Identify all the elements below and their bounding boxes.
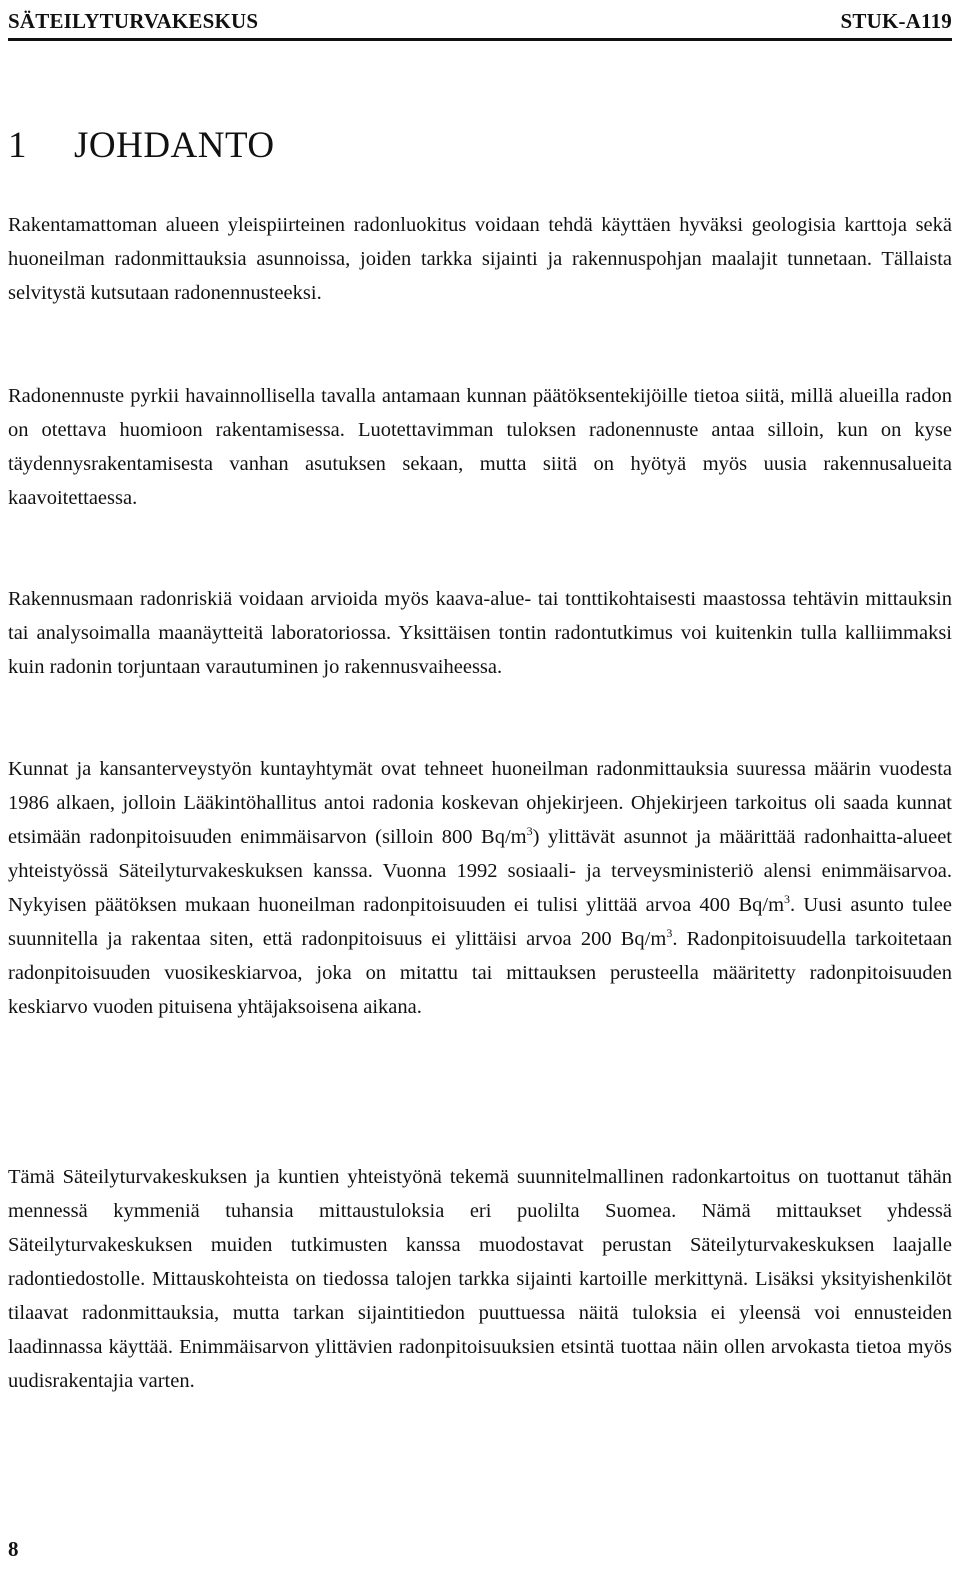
publisher-name: SÄTEILYTURVAKESKUS	[8, 9, 259, 33]
paragraph-5: Tämä Säteilyturvakeskuksen ja kuntien yhteistyönä tekemä suunnitelmallinen radonkartoitus on tuottanut tähän mennessä kymmeniä tuhansia mittaustuloksia eri puolilta Suomea. Nämä mittaukset yhdessä Säteilyturvakeskuksen muiden tutkimusten kanssa muodostavat perustan Säteilyturvakeskuksen laajalle radontiedostolle. Mittauskohteista on tiedossa talojen tarkka sijainti kartoille merkittynä. Lisäksi yksityishenkilöt tilaavat radonmittauksia, mutta tarkan sijaintitiedon puuttuessa näitä tuloksia ei yleensä voi ennusteiden laadinnassa käyttää. Enimmäisarvon ylittävien radonpitoisuuksien etsintä tuottaa näin ollen arvokasta tietoa myös uudisrakentajia varten.	[8, 1166, 952, 1392]
report-series-id: STUK-A119	[840, 9, 952, 33]
page-number: 8	[8, 1537, 19, 1561]
section-title: JOHDANTO	[74, 125, 275, 166]
paragraph-2: Radonennuste pyrkii havainnollisella tavalla antamaan kunnan päätöksentekijöille tietoa siitä, millä alueilla radon on otettava huomioon rakentamisessa. Luotettavimman tuloksen radonennuste antaa silloin, kun on kyse täydennysrakentamisesta vanhan asutuksen sekaan, mutta siitä on hyötyä myös uusia rakennusalueita kaavoitettaessa.	[8, 385, 952, 509]
paragraph-4-part-d: . Radonpitoisuudella tarkoitetaan radonpitoisuuden vuosikeskiarvoa, joka on mitattu tai mittauksen perusteella määritetty radonpitoisuuden keskiarvo vuoden pituisena yhtäjaksoisena aikana.	[8, 928, 953, 1018]
cubic-exponent: 3	[526, 824, 533, 839]
cubic-exponent: 3	[666, 926, 673, 941]
section-number: 1	[8, 125, 27, 166]
running-header	[8, 4, 952, 34]
cubic-exponent: 3	[784, 892, 791, 907]
paragraph-3: Rakennusmaan radonriskiä voidaan arvioida myös kaava-alue- tai tonttikohtaisesti maastossa tehtävin mittauksin tai analysoimalla maanäytteitä laboratoriossa. Yksittäisen tontin radontutkimus voi kuitenkin tulla kalliimmaksi kuin radonin torjuntaan varautuminen jo rakennusvaiheessa.	[8, 588, 952, 678]
paragraph-4	[8, 752, 952, 1024]
paragraph-4-part-b: ) ylittävät asunnot ja määrittää radonhaitta-alueet yhteistyössä Säteilyturvakeskuksen kanssa. Vuonna 1992 sosiaali- ja terveysministeriö alensi enimmäisarvoa. Nykyisen päätöksen mukaan huoneilman radonpitoisuuden ei tulisi ylittää arvoa 400 Bq/m	[8, 826, 952, 916]
section-heading	[8, 124, 275, 167]
paragraph-4-part-c: . Uusi asunto tulee suunnitella ja rakentaa siten, että radonpitoisuus ei ylittäisi arvoa 200 Bq/m	[8, 894, 953, 950]
header-rule	[8, 38, 952, 41]
paragraph-4-part-a: Kunnat ja kansanterveystyön kuntayhtymät ovat tehneet huoneilman radonmittauksia suuressa määrin vuodesta 1986 alkaen, jolloin Lääkintöhallitus antoi radonia koskevan ohjekirjeen. Ohjekirjeen tarkoitus oli saada kunnat etsimään radonpitoisuuden enimmäisarvon (silloin 800 Bq/m	[8, 758, 952, 848]
paragraph-1: Rakentamattoman alueen yleispiirteinen radonluokitus voidaan tehdä käyttäen hyväksi geologisia karttoja sekä huoneilman radonmittauksia asunnoissa, joiden tarkka sijainti ja rakennuspohjan maalajit tunnetaan. Tällaista selvitystä kutsutaan radonennusteeksi.	[8, 214, 952, 304]
